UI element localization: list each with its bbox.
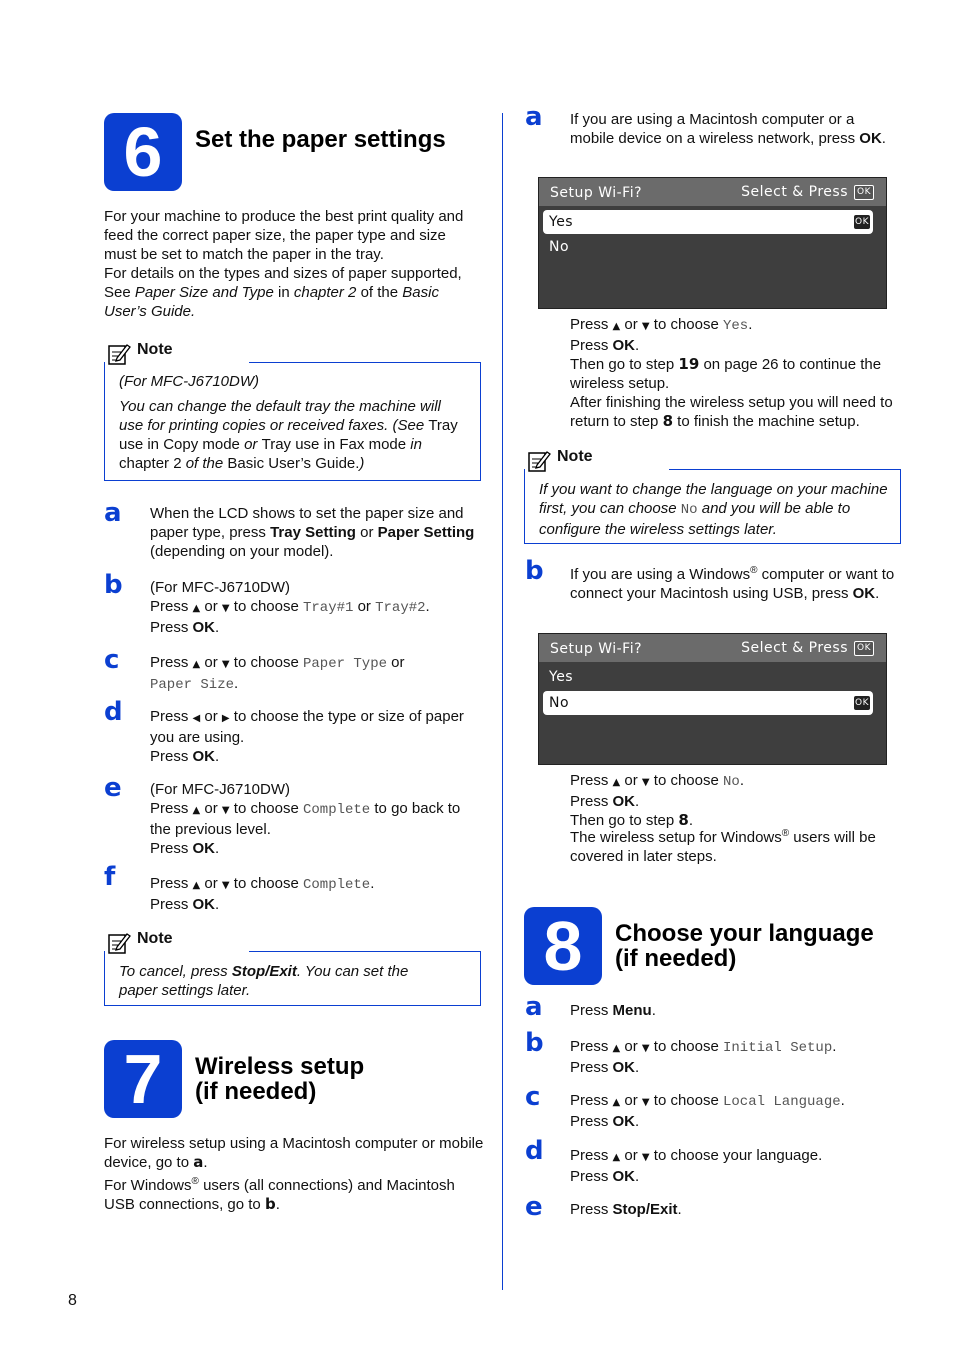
left-arrow-icon: ◀ <box>192 713 201 724</box>
column-divider <box>502 113 503 1290</box>
section-title: Choose your language (if needed) <box>615 920 874 972</box>
step-letter: f <box>104 862 116 892</box>
lcd-title-bar <box>539 178 886 206</box>
note-body: To cancel, press Stop/Exit. You can set the paper settings later. <box>119 963 409 999</box>
step-number-badge: 7 <box>104 1040 182 1118</box>
step-letter: b <box>525 556 544 586</box>
step-8b-text: Press ▲ or ▼ to choose Initial Setup. Press OK. <box>570 1038 837 1076</box>
down-arrow-icon: ▼ <box>641 777 650 788</box>
lcd-screen <box>538 633 887 765</box>
step-number-badge: 8 <box>524 907 602 985</box>
down-arrow-icon: ▼ <box>221 603 230 614</box>
step-letter: e <box>104 773 122 803</box>
ok-icon: OK <box>854 185 874 200</box>
step-letter: c <box>104 645 120 675</box>
up-arrow-icon: ▲ <box>192 603 201 614</box>
note-box <box>104 930 481 1006</box>
note-body: (For MFC-J6710DW) You can change the default tray the machine will use for printing copies or received faxes. (See Tray use in Copy mode or Tray use in Fax mode in chapter 2 of the Basic User’s Guide.) <box>119 373 458 472</box>
intro-paragraph <box>104 207 482 321</box>
step-6f-text: Press ▲ or ▼ to choose Complete. Press OK. <box>150 875 375 913</box>
note-pencil-icon <box>107 931 131 955</box>
lcd-option-yes[interactable]: Yes <box>549 669 574 685</box>
down-arrow-icon: ▼ <box>641 1043 650 1054</box>
step-number-badge: 6 <box>104 113 182 191</box>
ok-icon: OK <box>855 698 869 708</box>
lcd-hint: Select & Press <box>741 640 848 656</box>
step-6e-text: (For MFC-J6710DW) Press ▲ or ▼ to choose Complete to go back to the previous level. Press OK. <box>150 781 461 857</box>
step-letter: d <box>525 1136 544 1166</box>
step-7b-instructions: Press ▲ or ▼ to choose No. Press OK. Then go to step 8. The wireless setup for Windows® users will be covered in later steps. <box>570 772 876 865</box>
section-title: Wireless setup (if needed) <box>195 1053 365 1105</box>
note-label: Note <box>137 341 173 358</box>
lcd-hint: Select & Press <box>741 184 848 200</box>
step-8c-text: Press ▲ or ▼ to choose Local Language. Press OK. <box>570 1092 845 1130</box>
up-arrow-icon: ▲ <box>612 1043 621 1054</box>
down-arrow-icon: ▼ <box>641 321 650 332</box>
down-arrow-icon: ▼ <box>641 1097 650 1108</box>
up-arrow-icon: ▲ <box>612 321 621 332</box>
step-6c-text: Press ▲ or ▼ to choose Paper Type or Paper Size. <box>150 654 405 693</box>
down-arrow-icon: ▼ <box>221 659 230 670</box>
page-number: 8 <box>68 1292 77 1309</box>
lcd-screen <box>538 177 887 309</box>
step-letter: c <box>525 1082 541 1112</box>
down-arrow-icon: ▼ <box>641 1152 650 1163</box>
step-8a-text: Press Menu. <box>570 1002 656 1019</box>
note-box <box>104 341 481 481</box>
up-arrow-icon: ▲ <box>192 659 201 670</box>
ok-icon: OK <box>854 641 874 656</box>
step-letter: a <box>525 992 543 1022</box>
ok-icon: OK <box>855 217 869 227</box>
note-pencil-icon <box>107 342 131 366</box>
lcd-option-no[interactable]: No OK <box>543 691 873 715</box>
up-arrow-icon: ▲ <box>192 880 201 891</box>
step-6d-text: Press ◀ or ▶ to choose the type or size of paper you are using. Press OK. <box>150 708 464 765</box>
step-8e-text: Press Stop/Exit. <box>570 1201 682 1218</box>
section-title: Set the paper settings <box>195 126 446 153</box>
right-arrow-icon: ▶ <box>221 713 230 724</box>
intro-text: For your machine to produce the best print quality and feed the correct paper size, the paper type and size must be set to match the paper in the tray. <box>104 208 464 263</box>
step-letter: a <box>525 102 543 132</box>
lcd-option-yes[interactable]: Yes OK <box>543 210 873 234</box>
step-letter: b <box>525 1028 544 1058</box>
lcd-option-no[interactable]: No <box>549 239 570 255</box>
note-label: Note <box>557 448 593 465</box>
step-7a-instructions: Press ▲ or ▼ to choose Yes. Press OK. Then go to step 19 on page 26 to continue the wireless setup. After finishing the wireless setup you will need to return to step 8 to finish the machine setup. <box>570 316 893 430</box>
down-arrow-icon: ▼ <box>221 805 230 816</box>
note-label: Note <box>137 930 173 947</box>
down-arrow-icon: ▼ <box>221 880 230 891</box>
step-letter: a <box>104 498 122 528</box>
lcd-title-bar <box>539 634 886 662</box>
lcd-title: Setup Wi-Fi? <box>550 185 643 201</box>
up-arrow-icon: ▲ <box>192 805 201 816</box>
note-body: If you want to change the language on your machine first, you can choose No and you will be able to configure the wireless settings later. <box>539 481 888 538</box>
step-8d-text: Press ▲ or ▼ to choose your language. Press OK. <box>570 1147 823 1185</box>
step-7a-text: If you are using a Macintosh computer or a mobile device on a wireless network, press OK. <box>570 111 886 147</box>
step-letter: b <box>104 570 123 600</box>
step-7b-text: If you are using a Windows® computer or want to connect your Macintosh using USB, press OK. <box>570 565 895 602</box>
note-pencil-icon <box>527 449 551 473</box>
step-letter: e <box>525 1192 543 1222</box>
step-6b-text: (For MFC-J6710DW) Press ▲ or ▼ to choose Tray#1 or Tray#2. Press OK. <box>150 579 430 636</box>
note-box <box>524 448 901 544</box>
up-arrow-icon: ▲ <box>612 1097 621 1108</box>
step-letter: d <box>104 697 123 727</box>
up-arrow-icon: ▲ <box>612 777 621 788</box>
intro-reference: For details on the types and sizes of paper supported, See Paper Size and Type in chapter 2 of the Basic User’s Guide. <box>104 265 462 320</box>
lcd-title: Setup Wi-Fi? <box>550 641 643 657</box>
up-arrow-icon: ▲ <box>612 1152 621 1163</box>
step-6a-text: When the LCD shows to set the paper size and paper type, press Tray Setting or Paper Setting (depending on your model). <box>150 505 475 560</box>
step-7-text: For wireless setup using a Macintosh computer or mobile device, go to a. For Windows® users (all connections) and Macintosh USB connections, go to b. <box>104 1135 484 1213</box>
